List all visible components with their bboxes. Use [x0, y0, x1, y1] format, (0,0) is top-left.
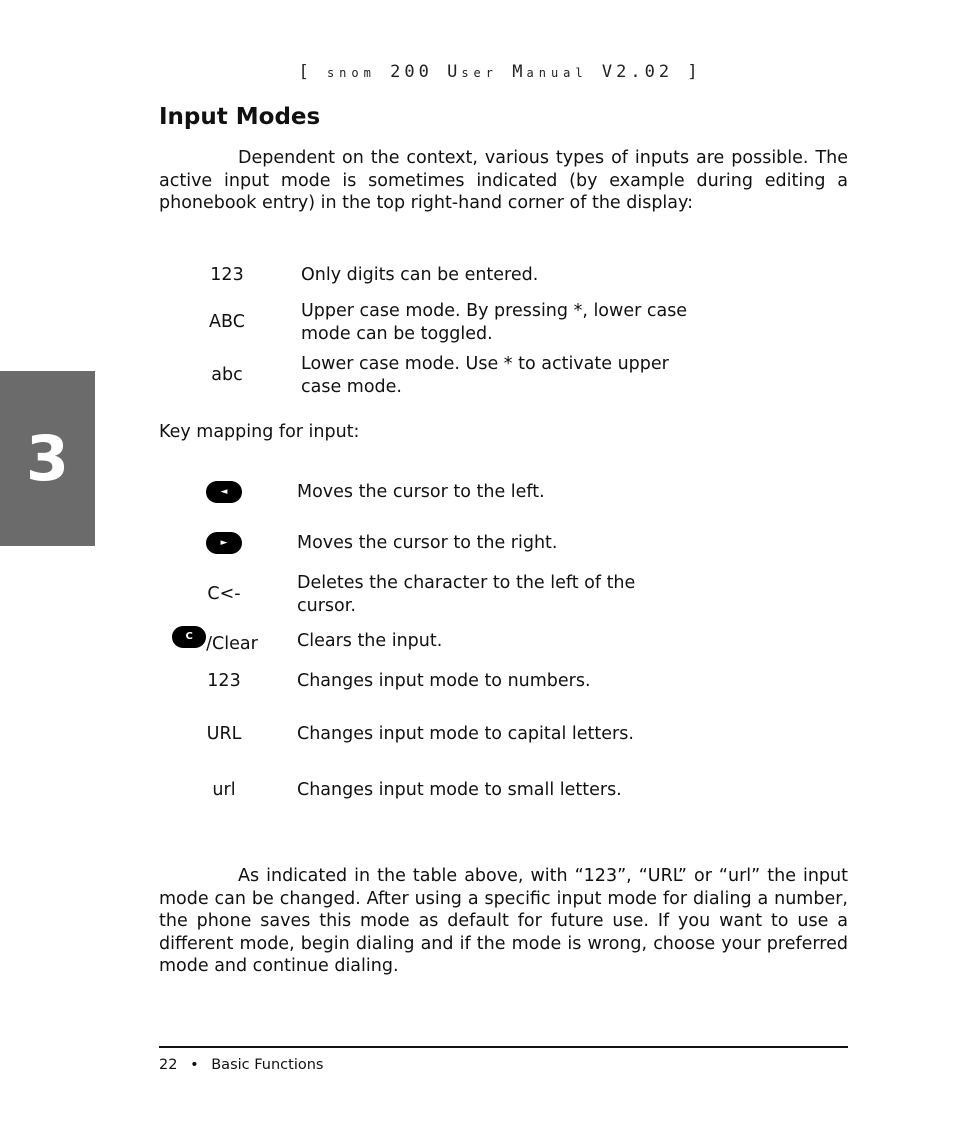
key-mapping-row	[154, 670, 697, 693]
input-mode-description: Only digits can be entered.	[301, 265, 539, 285]
section-title: Input Modes	[159, 104, 321, 130]
input-mode-key: abc	[211, 365, 243, 386]
running-head	[0, 62, 954, 82]
key-mapping-key: URL	[206, 724, 242, 744]
clear-key-icon: C	[172, 626, 206, 648]
key-mapping-description: Clears the input.	[297, 631, 443, 651]
key-mapping-description: Changes input mode to capital letters.	[297, 724, 634, 744]
page-number: 22	[159, 1057, 178, 1073]
key-mapping-description: Changes input mode to numbers.	[297, 671, 591, 691]
running-head-model: 200	[390, 62, 433, 82]
chapter-number: 3	[25, 422, 70, 495]
key-mapping-row	[154, 627, 697, 656]
input-mode-description: Lower case mode. Use * to activate upper case mode.	[301, 354, 669, 397]
running-head-bracket-open: [	[298, 62, 313, 82]
key-mapping-label: Key mapping for input:	[159, 422, 360, 442]
key-mapping-row	[154, 572, 697, 617]
key-mapping-row	[154, 779, 697, 802]
input-mode-key: ABC	[209, 312, 245, 333]
running-head-user: User	[447, 62, 498, 82]
footer-bullet: •	[190, 1057, 199, 1073]
running-head-brand: snom	[326, 66, 376, 80]
running-head-manual: Manual	[512, 62, 588, 82]
key-mapping-description: Changes input mode to small letters.	[297, 780, 622, 800]
key-mapping-description: Deletes the character to the left of the cursor.	[297, 573, 636, 616]
running-head-version: V2.02	[601, 62, 674, 82]
key-mapping-key: 123	[207, 671, 241, 691]
key-mapping-description: Moves the cursor to the right.	[297, 533, 558, 553]
key-mapping-row	[154, 481, 697, 504]
input-mode-row	[157, 353, 711, 398]
key-mapping-row	[154, 723, 697, 746]
key-mapping-key: url	[212, 780, 236, 800]
closing-paragraph: As indicated in the table above, with “123”, “URL” or “url” the input mode can be changed. After using a specific input mode for dialing a number, the phone saves this mode as default for future use. If you want to use a different mode, begin dialing and if the mode is wrong, choose your preferred mode and continue dialing.	[159, 866, 848, 976]
footer	[159, 1057, 323, 1073]
intro-paragraph: Dependent on the context, various types of inputs are possible. The active input mode is sometimes indicated (by example during editing a phonebook entry) in the top right-hand corner of the display:	[159, 148, 848, 213]
running-head-bracket-close: ]	[687, 62, 702, 82]
key-mapping-key: /Clear	[206, 634, 258, 654]
key-mapping-description: Moves the cursor to the left.	[297, 482, 545, 502]
input-mode-description: Upper case mode. By pressing *, lower case mode can be toggled.	[301, 301, 688, 344]
input-mode-key: 123	[210, 265, 244, 285]
footer-section: Basic Functions	[211, 1057, 324, 1073]
input-mode-row	[157, 300, 711, 345]
key-mapping-key: C<-	[207, 584, 241, 605]
key-mapping-row	[154, 532, 697, 555]
chapter-tab	[0, 371, 95, 546]
footer-rule	[159, 1046, 848, 1048]
right-arrow-key-icon: ►	[206, 532, 242, 554]
left-arrow-key-icon: ◄	[206, 481, 242, 503]
input-mode-row	[157, 264, 711, 287]
